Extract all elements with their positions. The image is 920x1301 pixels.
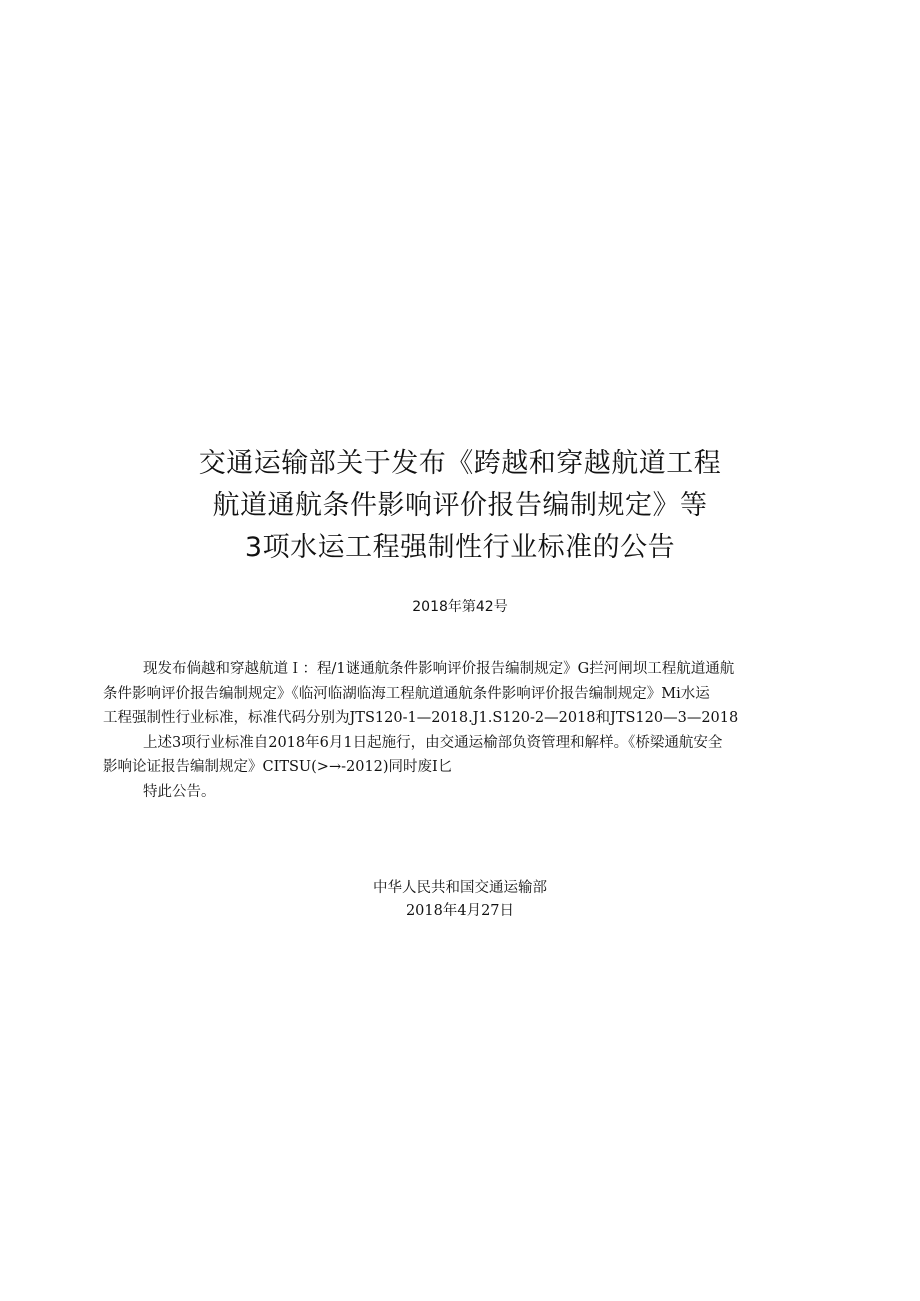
issuer-name: 中华人民共和国交通运输部 xyxy=(373,880,547,896)
paragraph-1-line-1: 现发布倘越和穿越航道Ｉ：程/1谜通航条件影响评价报告编制规定》G拦河闸坝工程航道通航 xyxy=(143,661,735,677)
signature-block xyxy=(0,877,920,923)
title-line-3: 3项水运工程强制性行业标准的公告 xyxy=(244,532,676,563)
paragraph-1-line-2: 条件影响评价报告编制规定》《临河临湖临海工程航道通航条件影响评价报告编制规定》Mi水运 xyxy=(103,685,710,702)
paragraph-2-line-1: 上述3项行业标准自2018年6月1日起施行，由交通运榆部负资管理和解样。《桥梁通航安全 xyxy=(143,734,723,751)
issue-date: 2018年4月27日 xyxy=(405,903,515,919)
announcement-body xyxy=(103,657,823,804)
title-line-1: 交通运输部关于发布《跨越和穿越航道工程 xyxy=(198,448,722,479)
document-number: 2018年第42号 xyxy=(412,599,508,615)
paragraph-2-line-2: 影响论证报告编制规定》CITSU(>→-2012)同时废I匕 xyxy=(103,759,453,775)
title-line-2: 航道通航条件影响评价报告编制规定》等 xyxy=(212,490,708,521)
paragraph-3-line-1: 特此公告。 xyxy=(143,783,216,800)
paragraph-1-line-3: 工程强制性行业标准，标准代码分别为JTS120-1—2018.J1.S120-2—2018和JTS120—3—2018 xyxy=(103,710,739,726)
announcement-title xyxy=(0,443,920,569)
